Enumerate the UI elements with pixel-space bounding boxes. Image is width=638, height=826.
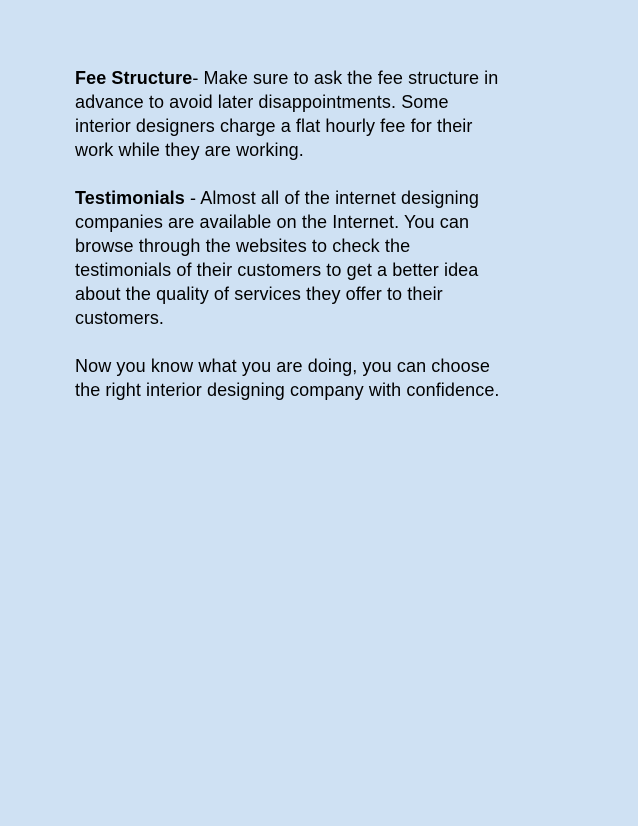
paragraph-line: companies are available on the Internet. You can xyxy=(75,212,470,232)
paragraph-line xyxy=(75,186,618,210)
paragraph-line: the right interior designing company with confidence. xyxy=(75,380,500,400)
testimonials-paragraph xyxy=(75,186,618,330)
paragraph-text: - Almost all of the internet designing xyxy=(184,188,479,208)
testimonials-heading: Testimonials xyxy=(75,188,185,208)
paragraph-line xyxy=(75,66,618,90)
paragraph-line: testimonials of their customers to get a better idea xyxy=(75,260,479,280)
paragraph-line: Now you know what you are doing, you can choose xyxy=(75,356,490,376)
paragraph-line: about the quality of services they offer to their xyxy=(75,284,443,304)
paragraph-line: customers. xyxy=(75,308,165,328)
paragraph-text: - Make sure to ask the fee structure in xyxy=(192,68,499,88)
conclusion-paragraph xyxy=(75,354,618,402)
fee-structure-heading: Fee Structure xyxy=(75,68,193,88)
fee-structure-paragraph xyxy=(75,66,618,162)
paragraph-line: work while they are working. xyxy=(75,140,304,160)
paragraph-line: browse through the websites to check the xyxy=(75,236,411,256)
paragraph-line: advance to avoid later disappointments. Some xyxy=(75,92,449,112)
paragraph-line: interior designers charge a flat hourly fee for their xyxy=(75,116,473,136)
